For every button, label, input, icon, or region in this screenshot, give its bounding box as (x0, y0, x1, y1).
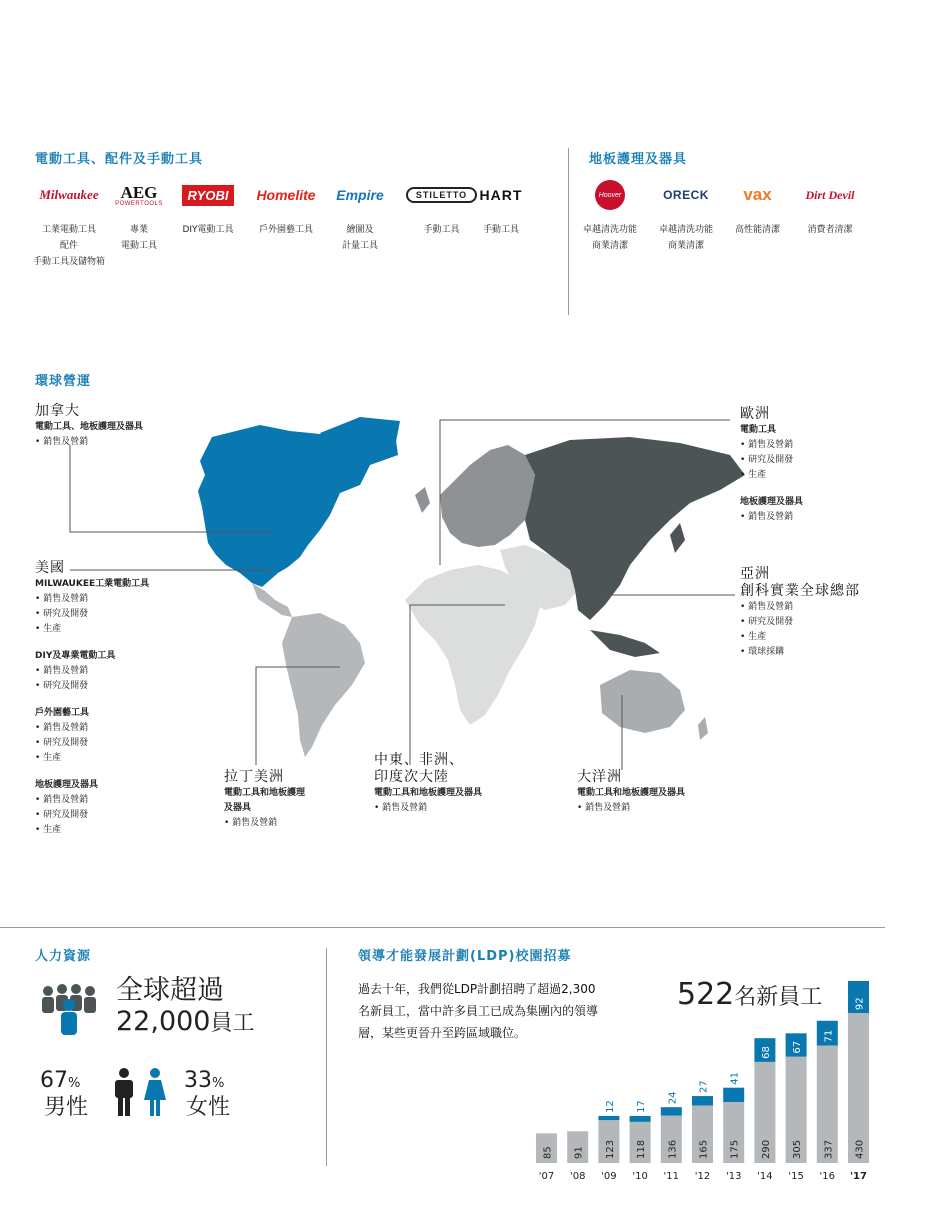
bar-segment-new (630, 1116, 651, 1122)
region-asia-name: 亞洲 (740, 566, 770, 582)
brand-caption-line: 專業 (129, 225, 148, 235)
region-europe-item: • 銷售及營銷 (740, 512, 794, 522)
bar-label-base: 85 (542, 1146, 554, 1159)
brand-logo-dirt-devil (800, 180, 860, 210)
brand-logo-aeg (104, 180, 174, 210)
brand-caption-line: 消費者清潔 (807, 225, 853, 235)
female-pct-sign: % (212, 1076, 225, 1091)
brand-caption-line: 卓越清洗功能 (582, 225, 637, 235)
map-japan (670, 523, 685, 553)
bar-segment-new (692, 1096, 713, 1105)
bar-label-new: 17 (636, 1100, 648, 1113)
brand-logo-wordmark: vax (743, 185, 772, 204)
map-central-america (252, 583, 292, 617)
brand-caption (570, 222, 650, 254)
ldp-headline-number: 522 (677, 977, 735, 1012)
region-mea-name: 印度次大陸 (374, 769, 449, 785)
bar-label-new: 92 (854, 997, 866, 1011)
ldp-bar-chart (530, 975, 870, 1190)
brand-logo-wordmark: Empire (336, 187, 384, 203)
brand-caption-line: 高性能清潔 (734, 225, 780, 235)
brand-caption-line: 工業電動工具 (41, 225, 96, 235)
bar-label-base: 91 (573, 1146, 585, 1159)
female-label: 女性 (186, 1095, 231, 1120)
region-europe-item: • 研究及開發 (740, 455, 794, 465)
bar-label-base: 290 (760, 1139, 772, 1159)
brand-caption (718, 222, 798, 238)
region-europe-item: • 生產 (740, 470, 767, 480)
brand-caption-line: 商業清潔 (667, 241, 704, 251)
brand-logo-empire (325, 180, 395, 210)
brand-logo-ryobi (178, 180, 238, 210)
brand-caption (790, 222, 870, 238)
bar-label-base: 136 (667, 1139, 679, 1159)
brand-logo-vax (725, 180, 790, 210)
brand-logo-wordmark: HART (479, 187, 523, 203)
region-asia-item: • 銷售及營銷 (740, 602, 794, 612)
bar-label-new: 71 (823, 1029, 835, 1043)
bar-label-new: 41 (729, 1071, 741, 1085)
brands-title-left: 電動工具、配件及手動工具 (35, 152, 204, 167)
region-mea-name: 中東、非洲、 (374, 752, 464, 768)
female-pct-value: 33 (184, 1068, 212, 1093)
brand-caption-line: 商業清潔 (591, 241, 628, 251)
bar-segment-new (723, 1088, 744, 1102)
region-usa-item: • 銷售及營銷 (35, 723, 89, 733)
brand-logo-wordmark: Homelite (256, 187, 316, 203)
bar-segment-new (661, 1107, 682, 1115)
bar-label-base: 175 (729, 1139, 741, 1159)
region-canada-division: 電動工具、地板護理及器具 (35, 422, 144, 432)
bar-label-base: 305 (792, 1139, 804, 1159)
brand-logo-wordmark (115, 184, 163, 207)
x-tick-label: '12 (694, 1171, 711, 1182)
brand-logo-wordmark: AEG (120, 182, 158, 202)
region-europe-division: 電動工具 (740, 425, 777, 435)
map-new-zealand (698, 717, 708, 740)
ldp-title: 領導才能發展計劃(LDP)校園招募 (358, 949, 572, 964)
region-usa-item: • 研究及開發 (35, 681, 89, 691)
bottom-divider (0, 927, 885, 928)
brand-caption-line: 戶外園藝工具 (258, 225, 313, 235)
brand-caption-line: 繪圖及 (346, 225, 374, 235)
bar-label-base: 430 (854, 1139, 866, 1159)
region-usa-item: • 研究及開發 (35, 810, 89, 820)
female-icon (143, 1068, 167, 1116)
region-canada-name: 加拿大 (35, 403, 80, 419)
region-asia (740, 566, 920, 660)
region-usa-item: • 生產 (35, 825, 62, 835)
brand-logo-hoover (580, 180, 640, 210)
brand-caption (99, 222, 179, 254)
brand-caption (168, 222, 248, 238)
region-usa-division: 戶外園藝工具 (35, 708, 90, 718)
region-usa (35, 560, 215, 838)
region-usa-name: 美國 (35, 560, 65, 576)
region-europe-item: • 銷售及營銷 (740, 440, 794, 450)
bar-label-new: 67 (792, 1040, 804, 1054)
brand-caption-line: 手動工具 (482, 225, 519, 235)
region-usa-division: 地板護理及器具 (35, 780, 99, 790)
map-europe (440, 445, 535, 547)
brand-logo-wordmark: RYOBI (182, 185, 235, 206)
region-oceania (577, 769, 757, 816)
brand-logo-oreck (651, 180, 721, 210)
x-tick-label: '17 (850, 1171, 867, 1182)
brand-caption-line: 手動工具 (423, 225, 460, 235)
bar-label-new: 24 (667, 1091, 679, 1105)
brand-caption-line: 卓越清洗功能 (658, 225, 713, 235)
bar-segment-new (598, 1116, 619, 1120)
region-latam-name: 拉丁美洲 (224, 769, 284, 785)
male-icon (113, 1068, 135, 1116)
map-australia (600, 670, 685, 733)
region-europe (740, 406, 890, 525)
male-pct-sign: % (68, 1076, 81, 1091)
map-south-america (282, 613, 365, 757)
x-tick-label: '15 (788, 1171, 804, 1182)
male-pct-value: 67 (40, 1068, 68, 1093)
region-europe-division: 地板護理及器具 (740, 497, 804, 507)
x-tick-label: '10 (632, 1171, 648, 1182)
brand-logo-hart (471, 180, 531, 210)
region-usa-item: • 銷售及營銷 (35, 795, 89, 805)
hr-employee-unit: 員工 (210, 1011, 255, 1036)
region-usa-item: • 銷售及營銷 (35, 594, 89, 604)
brands-divider (568, 148, 569, 315)
brand-caption (461, 222, 541, 238)
brand-caption (29, 222, 109, 270)
brand-logo-stiletto (404, 180, 479, 210)
x-tick-label: '16 (819, 1171, 836, 1182)
brand-caption (246, 222, 326, 238)
hr-title: 人力資源 (35, 949, 92, 964)
region-usa-item: • 生產 (35, 624, 62, 634)
brand-caption-line: 手動工具及儲物箱 (32, 257, 105, 267)
region-usa-item: • 銷售及營銷 (35, 666, 89, 676)
region-latam-division: 及器具 (224, 803, 252, 813)
x-tick-label: '13 (725, 1171, 742, 1182)
brand-logo-milwaukee (29, 180, 109, 210)
x-tick-label: '11 (663, 1171, 680, 1182)
brand-caption (320, 222, 400, 254)
region-usa-division: DIY及專業電動工具 (35, 651, 116, 661)
region-oceania-name: 大洋洲 (577, 769, 622, 785)
male-label: 男性 (44, 1095, 89, 1120)
brand-caption (646, 222, 726, 254)
region-asia-sub: 創科實業全球總部 (740, 583, 860, 599)
hr-employee-number: 22,000 (116, 1006, 211, 1037)
hr-employee-count (116, 1006, 255, 1040)
region-asia-item: • 生產 (740, 632, 767, 642)
region-canada-item: • 銷售及營銷 (35, 437, 89, 447)
bar-label-new: 27 (698, 1080, 710, 1094)
hr-global-label: 全球超過 (116, 975, 224, 1006)
brand-caption-line: 配件 (59, 241, 78, 251)
region-latam-item: • 銷售及營銷 (224, 818, 278, 828)
region-canada (35, 403, 215, 450)
region-usa-item: • 生產 (35, 753, 62, 763)
brand-caption-line: DIY電動工具 (182, 225, 234, 235)
employees-group-icon (38, 983, 100, 1035)
brand-logo-wordmark: STILETTO (406, 187, 477, 203)
hr-ldp-divider (326, 948, 327, 1166)
region-asia-item: • 環球採購 (740, 647, 785, 657)
bar-label-base: 118 (636, 1139, 648, 1159)
brand-logo-wordmark: Hoover (595, 180, 625, 210)
bar-label-base: 337 (823, 1139, 835, 1159)
region-latam (224, 769, 364, 831)
x-tick-label: '08 (569, 1171, 586, 1182)
x-tick-label: '14 (757, 1171, 773, 1182)
brand-logo-homelite (250, 180, 322, 210)
region-latam-division: 電動工具和地板護理 (224, 788, 306, 798)
ldp-description: 過去十年，我們從LDP計劃招聘了超過2,300名新員工，當中許多員工已成為集團內的領導層，某些更晉升至跨區域職位。 (358, 982, 599, 1040)
brand-logo-wordmark: Dirt Devil (805, 187, 855, 202)
bar-label-base: 123 (604, 1139, 616, 1159)
region-usa-item: • 研究及開發 (35, 738, 89, 748)
region-mea-division: 電動工具和地板護理及器具 (374, 788, 483, 798)
ldp-headline-unit: 名新員工 (734, 985, 823, 1010)
region-europe-name: 歐洲 (740, 406, 770, 422)
region-mea-item: • 銷售及營銷 (374, 803, 428, 813)
region-asia-item: • 研究及開發 (740, 617, 794, 627)
region-usa-division: MILWAUKEE工業電動工具 (35, 579, 150, 589)
region-oceania-item: • 銷售及營銷 (577, 803, 631, 813)
bar-label-new: 68 (760, 1046, 772, 1059)
global-title: 環球營運 (35, 374, 92, 389)
brand-caption-line: 電動工具 (120, 241, 157, 251)
region-oceania-division: 電動工具和地板護理及器具 (577, 788, 686, 798)
region-mea (374, 752, 554, 816)
brand-logo-subtitle: POWERTOOLS (115, 200, 163, 207)
brand-logo-wordmark: ORECK (663, 188, 709, 202)
region-usa-item: • 研究及開發 (35, 609, 89, 619)
brand-caption-line: 計量工具 (341, 241, 378, 251)
map-uk (415, 487, 430, 513)
brand-logo-wordmark: Milwaukee (39, 187, 99, 202)
bar-label-base: 165 (698, 1139, 710, 1159)
brands-title-right: 地板護理及器具 (589, 152, 688, 167)
x-tick-label: '09 (601, 1171, 617, 1182)
x-tick-label: '07 (538, 1171, 555, 1182)
map-southeast-asia (590, 630, 660, 657)
bar-label-new: 12 (604, 1100, 616, 1113)
